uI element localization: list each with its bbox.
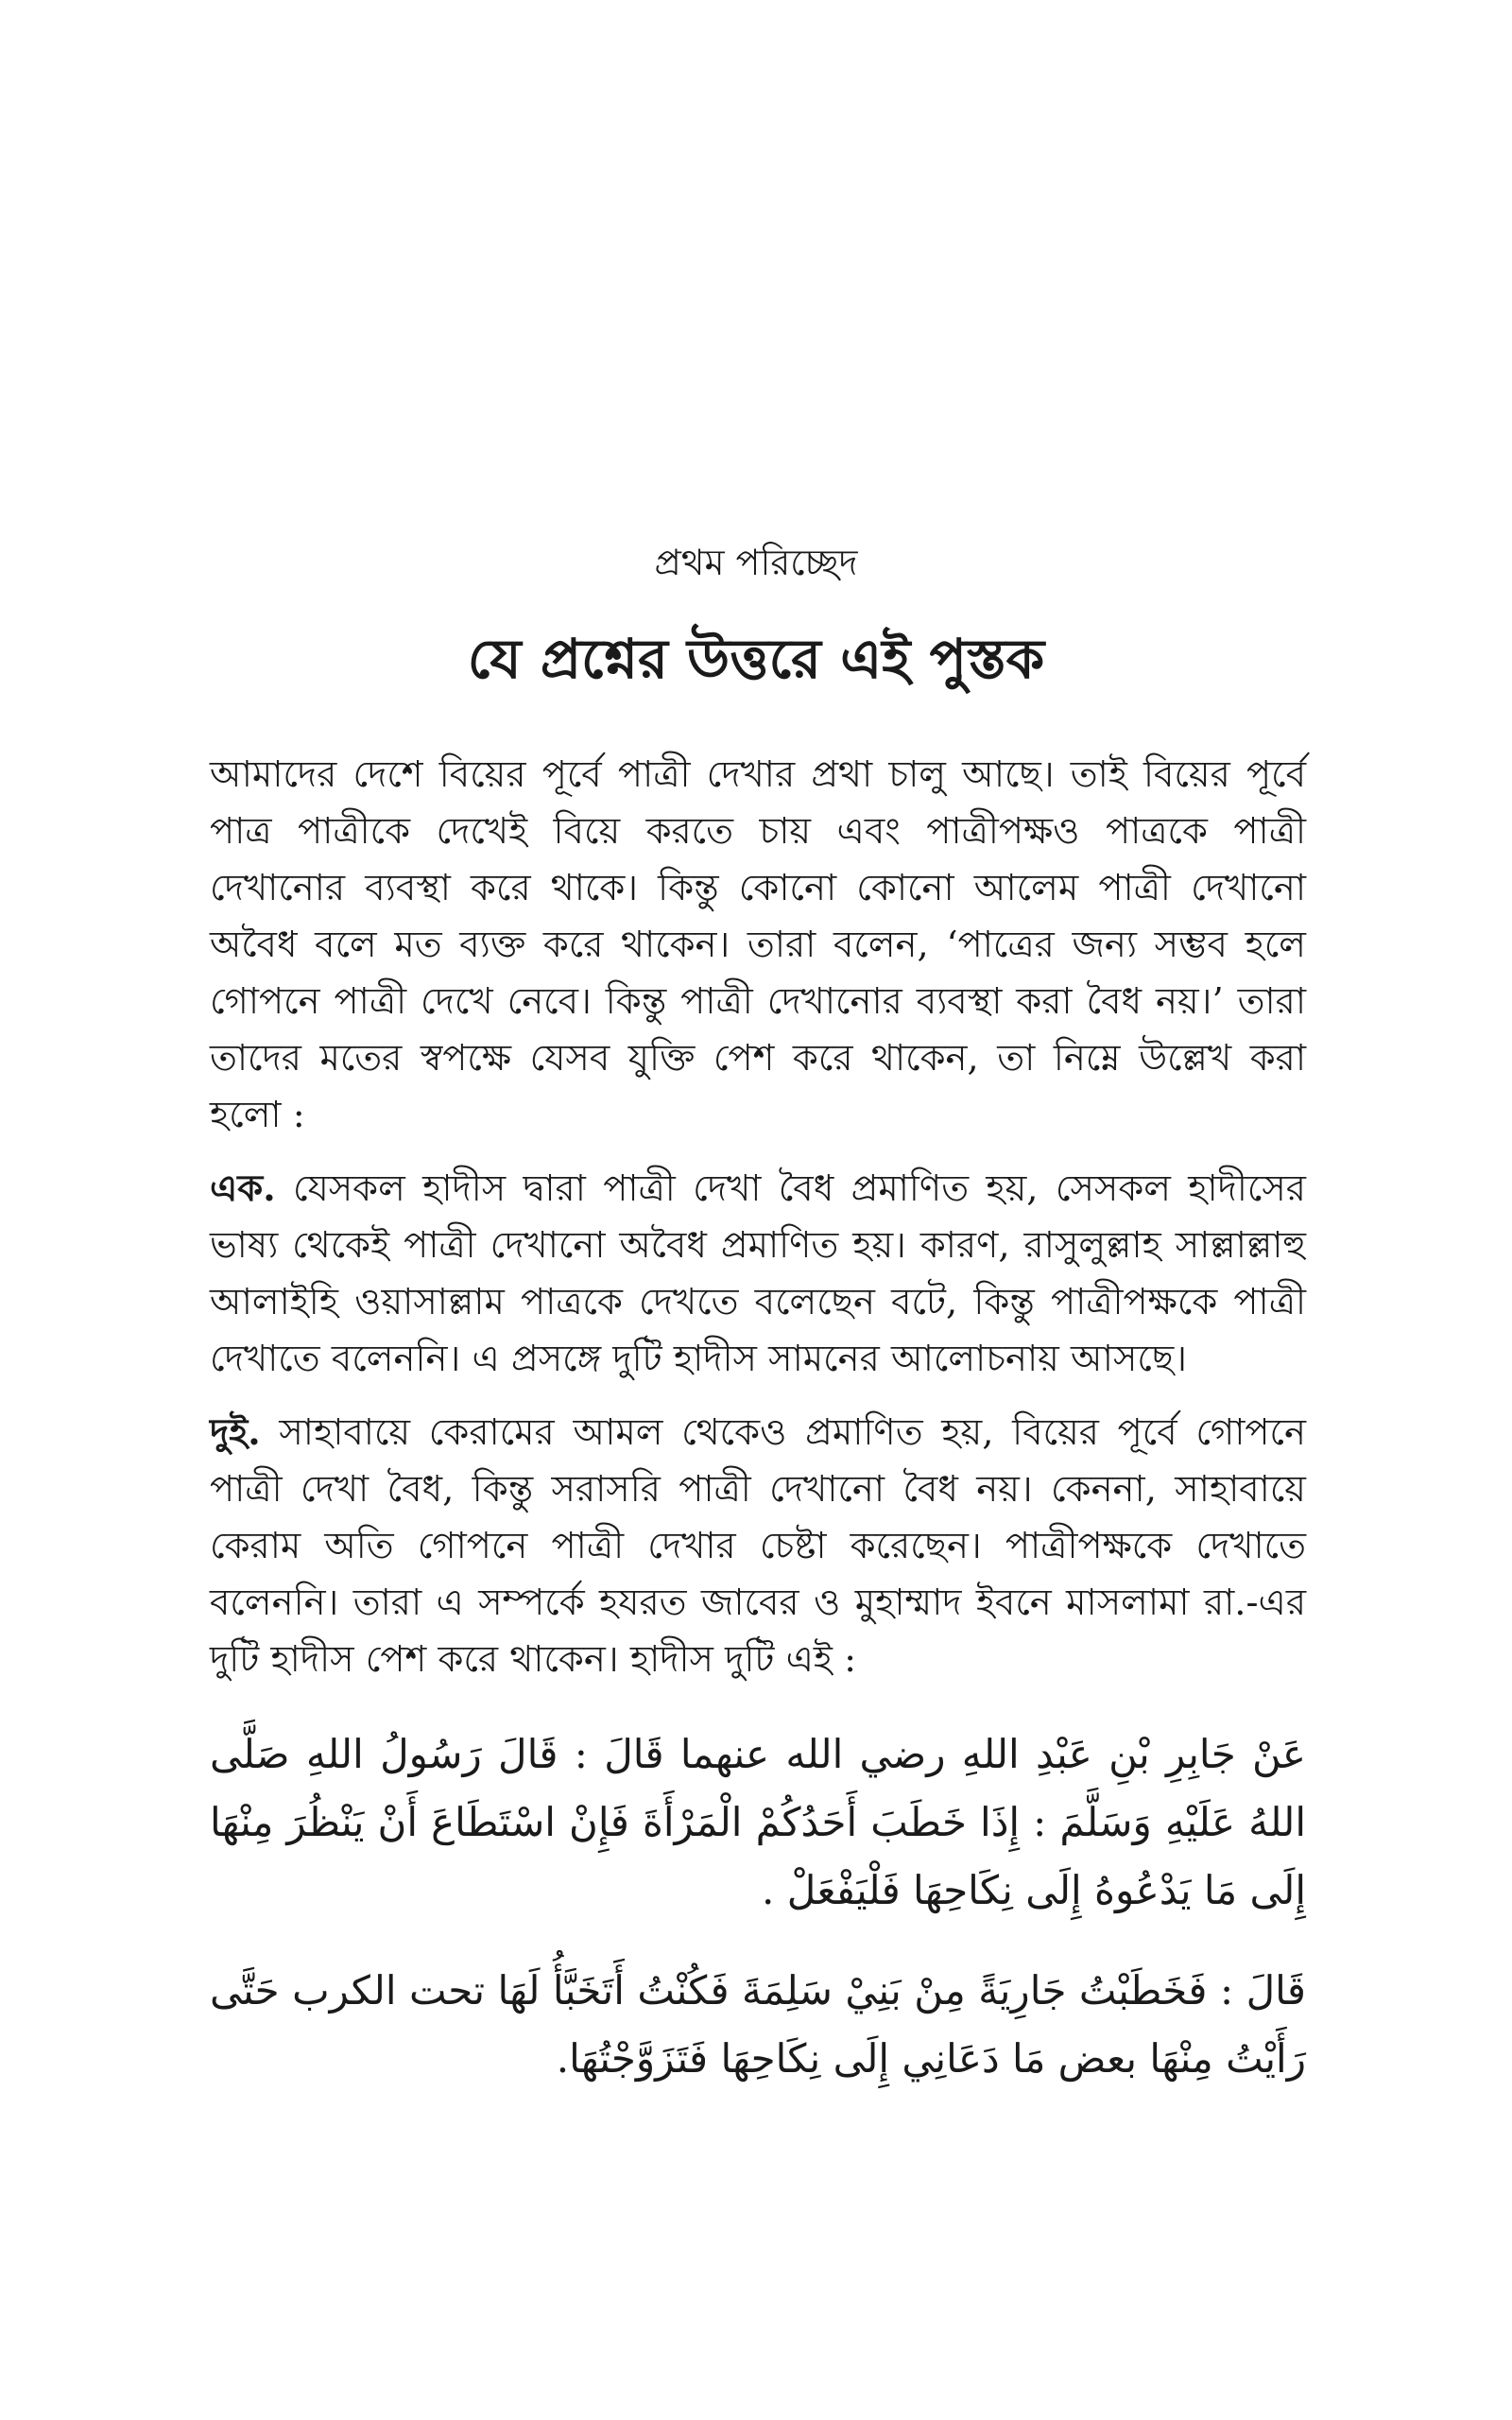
point-two-label: দুই. bbox=[210, 1411, 261, 1454]
point-two-text: সাহাবায়ে কেরামের আমল থেকেও প্রমাণিত হয়, বিয়ের পূর্বে গোপনে পাত্রী দেখা বৈধ, কিন্তু সরাসরি পাত্রী দেখানো বৈধ নয়। কেননা, সাহাবায়ে কেরাম অতি গোপনে পাত্রী দেখার চেষ্টা করেছেন। পাত্রীপক্ষকে দেখাতে বলেননি। তারা এ সম্পর্কে হযরত জাবের ও মুহাম্মাদ ইবনে মাসলামা রা.-এর দুটি হাদীস পেশ করে থাকেন। হাদীস দুটি এই : bbox=[210, 1411, 1306, 1681]
chapter-title: যে প্রশ্নের উত্তরে এই পুস্তক bbox=[467, 627, 1045, 691]
point-one-label: এক. bbox=[210, 1167, 276, 1210]
intro-paragraph: আমাদের দেশে বিয়ের পূর্বে পাত্রী দেখার প্রথা চালু আছে। তাই বিয়ের পূর্বে পাত্র পাত্রীকে দেখেই বিয়ে করতে চায় এবং পাত্রীপক্ষও পাত্রকে পাত্রী দেখানোর ব্যবস্থা করে থাকে। কিন্তু কোনো কোনো আলেম পাত্রী দেখানো অবৈধ বলে মত ব্যক্ত করে থাকেন। তারা বলেন, ‘পাত্রের জন্য সম্ভব হলে গোপনে পাত্রী দেখে নেবে। কিন্তু পাত্রী দেখানোর ব্যবস্থা করা বৈধ নয়।’ তারা তাদের মতের স্বপক্ষে যেসব যুক্তি পেশ করে থাকেন, তা নিম্নে উল্লেখ করা হলো : bbox=[210, 753, 1306, 1136]
arabic-hadith-one: عَنْ جَابِرِ بْنِ عَبْدِ اللهِ رضي الله عنهما قَالَ : قَالَ رَسُولُ اللهِ صَلَّى اللهُ عَلَيْهِ وَسَلَّمَ : إِذَا خَطَبَ أَحَدُكُمْ الْمَرْأَةَ فَإِنْ اسْتَطَاعَ أَنْ يَنْظُرَ مِنْهَا إِلَى مَا يَدْعُوهُ إِلَى نِكَاحِهَا فَلْيَفْعَلْ . bbox=[210, 1731, 1306, 1913]
point-one-text: যেসকল হাদীস দ্বারা পাত্রী দেখা বৈধ প্রমাণিত হয়, সেসকল হাদীসের ভাষ্য থেকেই পাত্রী দেখানো অবৈধ প্রমাণিত হয়। কারণ, রাসুলুল্লাহ সাল্লাল্লাহু আলাইহি ওয়াসাল্লাম পাত্রকে দেখতে বলেছেন বটে, কিন্তু পাত্রীপক্ষকে পাত্রী দেখাতে বলেননি। এ প্রসঙ্গে দুটি হাদীস সামনের আলোচনায় আসছে। bbox=[210, 1167, 1306, 1380]
arabic-hadith-two: قَالَ : فَخَطَبْتُ جَارِيَةً مِنْ بَنِيْ سَلِمَةَ فَكُنْتُ أَتَخَبَّأُ لَهَا تحت الكرب حَتَّى رَأَيْتُ مِنْهَا بعض مَا دَعَانِي إِلَى نِكَاحِهَا فَتَزَوَّجْتُهَا. bbox=[210, 1967, 1306, 2082]
point-two-paragraph bbox=[210, 1405, 1306, 1688]
chapter-label: প্রথম পরিচ্ছেদ bbox=[654, 542, 858, 583]
body-text bbox=[210, 747, 1306, 2112]
point-one-paragraph bbox=[210, 1161, 1306, 1388]
